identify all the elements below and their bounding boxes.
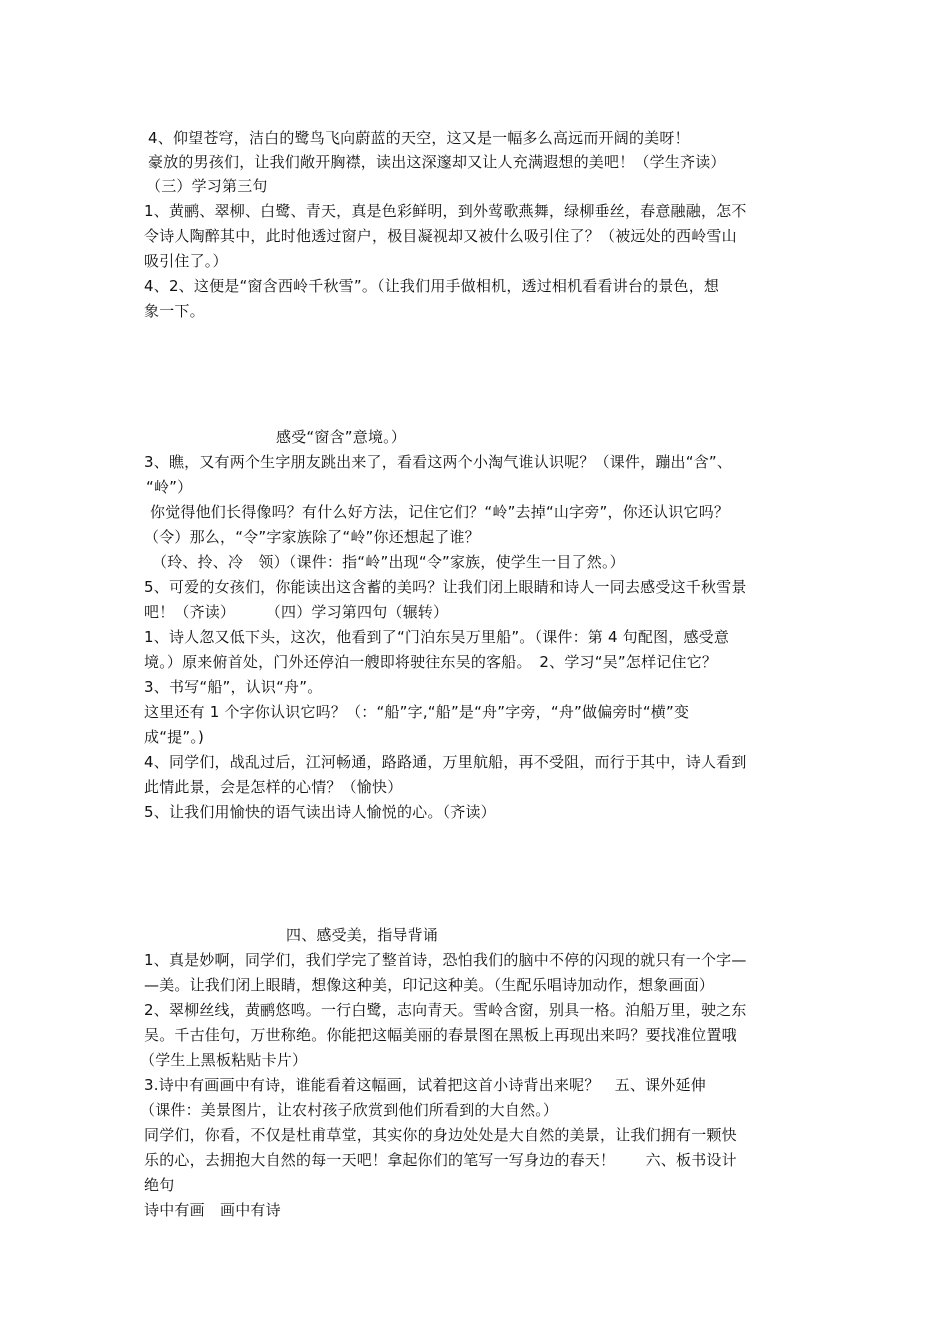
paragraph-line: 这里还有 1 个字你认识它吗？（：“船”字,“船”是“舟”字旁，“舟”做偏旁时“横”变 <box>144 703 690 721</box>
paragraph-line: 象一下。 <box>144 302 205 320</box>
board-design-title: 绝句 <box>144 1176 175 1194</box>
paragraph-line: 吴。千古佳句，万世称绝。你能把这幅美丽的春景图在黑板上再现出来吗？要找准位置哦 <box>144 1026 737 1044</box>
paragraph-line: —美。让我们闭上眼睛，想像这种美，印记这种美。（生配乐唱诗加动作，想象画面） <box>144 976 715 994</box>
paragraph-line: 令诗人陶醉其中，此时他透过窗户，极目凝视却又被什么吸引住了？（被远处的西岭雪山 <box>144 227 737 245</box>
board-design-line: 诗中有画 画中有诗 <box>144 1201 281 1219</box>
paragraph-line: 感受“窗含”意境。） <box>276 428 407 446</box>
paragraph-line: 4、同学们，战乱过后，江河畅通，路路通，万里航船，再不受阻，而行于其中，诗人看到 <box>144 753 747 771</box>
paragraph-line: 5、让我们用愉快的语气读出诗人愉悦的心。（齐读） <box>144 803 496 821</box>
paragraph-line: 1、黄鹂、翠柳、白鹭、青天，真是色彩鲜明，到外莺歌燕舞，绿柳垂丝，春意融融，怎不 <box>144 202 747 220</box>
paragraph-line: （学生上黑板粘贴卡片） <box>140 1051 308 1069</box>
paragraph-line: 1、诗人忽又低下头，这次，他看到了“门泊东吴万里船”。（课件：第 4 句配图，感受意 <box>144 628 730 646</box>
paragraph-line: 3.诗中有画画中有诗，谁能看着这幅画，试着把这首小诗背出来呢？ 五、课外延伸 <box>144 1076 706 1094</box>
paragraph-line: 4、2、这便是“窗含西岭千秋雪”。（让我们用手做相机，透过相机看看讲台的景色，想 <box>144 277 720 295</box>
paragraph-line: 3、书写“船”，认识“舟”。 <box>144 678 323 696</box>
paragraph-line: 你觉得他们长得像吗？有什么好方法，记住它们？“岭”去掉“山字旁”，你还认识它吗？ <box>150 503 730 521</box>
paragraph-line: （课件：美景图片，让农村孩子欣赏到他们所看到的大自然。） <box>140 1101 559 1119</box>
paragraph-line: 4、仰望苍穹，洁白的鹭鸟飞向蔚蓝的天空，这又是一幅多么高远而开阔的美呀！ <box>148 129 690 147</box>
paragraph-line: （玲、拎、冷 领）（课件：指“岭”出现“令”家族，使学生一目了然。） <box>152 553 625 571</box>
section-heading: 四、感受美，指导背诵 <box>286 926 439 944</box>
paragraph-line: 2、翠柳丝线，黄鹂悠鸣。一行白鹭，志向青天。雪岭含窗，别具一格。泊船万里，驶之东 <box>144 1001 747 1019</box>
paragraph-line: 1、真是妙啊，同学们，我们学完了整首诗，恐怕我们的脑中不停的闪现的就只有一个字— <box>144 951 747 969</box>
section-heading: （三）学习第三句 <box>146 177 268 195</box>
paragraph-line: 此情此景，会是怎样的心情？（愉快） <box>144 778 403 796</box>
paragraph-line: 同学们，你看，不仅是杜甫草堂，其实你的身边处处是大自然的美景，让我们拥有一颗快 <box>144 1126 737 1144</box>
paragraph-line: 吧！（齐读） （四）学习第四句（辗转） <box>144 603 449 621</box>
paragraph-line: （令）那么，“令”字家族除了“岭”你还想起了谁？ <box>144 528 480 546</box>
paragraph-line: “岭”） <box>146 478 193 496</box>
paragraph-line: 吸引住了。） <box>144 252 228 270</box>
paragraph-line: 境。）原来俯首处，门外还停泊一艘即将驶往东吴的客船。 2、学习“吴”怎样记住它？ <box>144 653 718 671</box>
paragraph-line: 乐的心，去拥抱大自然的每一天吧！拿起你们的笔写一写身边的春天！ 六、板书设计 <box>144 1151 737 1169</box>
paragraph-line: 3、瞧，又有两个生字朋友跳出来了，看看这两个小淘气谁认识呢？（课件，蹦出“含”、 <box>144 453 733 471</box>
paragraph-line: 成“提”。) <box>144 728 205 746</box>
paragraph-line: 豪放的男孩们，让我们敞开胸襟，读出这深邃却又让人充满遐想的美吧！（学生齐读） <box>148 153 726 171</box>
paragraph-line: 5、可爱的女孩们，你能读出这含蓄的美吗？让我们闭上眼睛和诗人一同去感受这千秋雪景 <box>144 578 747 596</box>
